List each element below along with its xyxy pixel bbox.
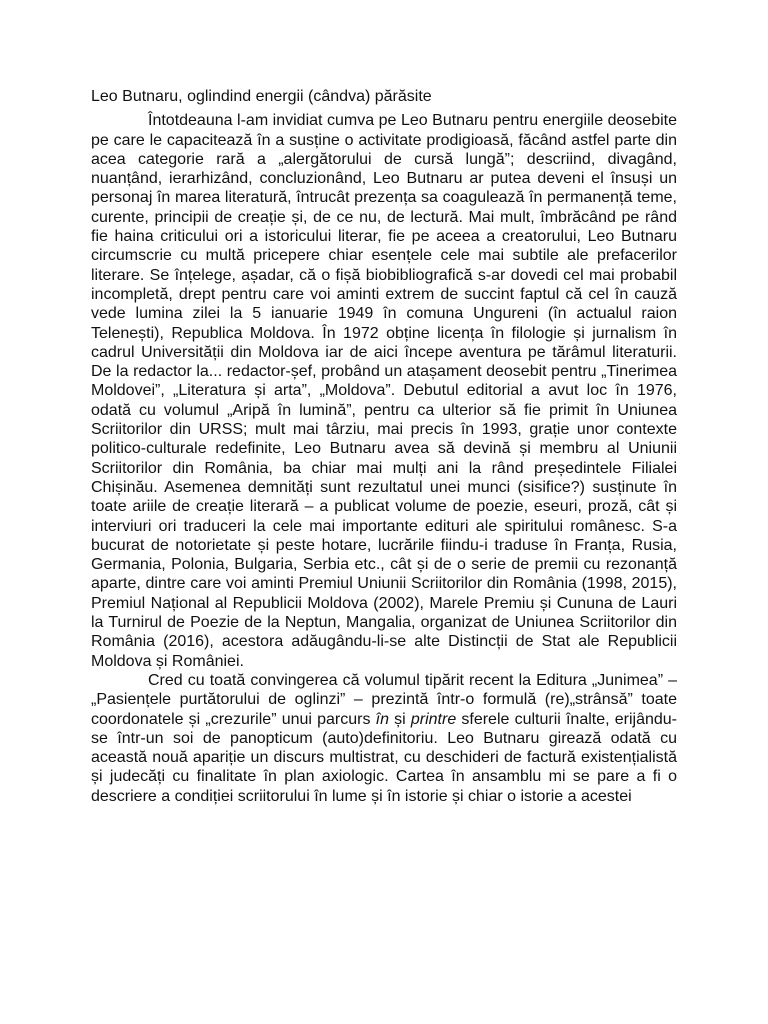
document-title: Leo Butnaru, oglindind energii (cândva) părăsite [91, 88, 432, 105]
paragraph-2 [91, 671, 677, 806]
paragraph-2-italic-in: în [375, 710, 389, 728]
paragraph-2-text: sferele culturii înalte, erijându-se într-un soi de panopticum (auto)definitoriu. Leo Butnaru girează odată cu această nouă apariție un discurs multistrat, cu deschideri de factură existențialistă și judecăți cu finalitate în plan axiologic. Cartea în ansamblu mi se pare a fi o descriere a condiției scriitorului în lume și în istorie și chiar o istorie a acestei [91, 710, 677, 805]
paragraph-2-text: și [388, 710, 411, 728]
paragraph-1: Întotdeauna l-am invidiat cumva pe Leo Butnaru pentru energiile deosebite pe care le capacitează în a susține o activitate prodigioasă, făcând astfel parte din acea categorie rară a „alergătorului de cursă lungă”; descriind, divagând, nuanțând, ierarhizând, concluzionând, Leo Butnaru ar putea deveni el însuși un personaj în marea literatură, întrucât prezența sa coagulează în permanență teme, curente, principii de creație și, de ce nu, de lectură. Mai mult, îmbrăcând pe rând fie haina criticului ori a istoricului literar, fie pe aceea a creatorului, Leo Butnaru circumscrie cu multă pricepere chiar esențele cele mai subtile ale prefacerilor literare. Se înțelege, așadar, că o fișă biobibliografică s-ar dovedi cel mai probabil incompletă, drept pentru care voi aminti extrem de succint faptul că cel în cauză vede lumina zilei la 5 ianuarie 1949 în comuna Ungureni (în actualul raion Telenești), Republica Moldova. În 1972 obține licența în filologie și jurnalism în cadrul Universității din Moldova iar de aici începe aventura pe tărâmul literaturii. De la redactor la... redactor-șef, probând un atașament deosebit pentru „Tinerimea Moldovei”, „Literatura și arta”, „Moldova”. Debutul editorial a avut loc în 1976, odată cu volumul „Aripă în lumină”, pentru ca ulterior să fie primit în Uniunea Scriitorilor din URSS; mult mai târziu, mai precis în 1993, grație unor contexte politico-culturale redefinite, Leo Butnaru avea să devină și membru al Uniunii Scriitorilor din România, ba chiar mai mulți ani la rând președintele Filialei Chișinău. Asemenea demnități sunt rezultatul unei munci (sisifice?) susținute în toate ariile de creație literară – a publicat volume de poezie, eseuri, proză, cât și interviuri ori traduceri la cele mai importante edituri ale spiritului românesc. S-a bucurat de notorietate și peste hotare, lucrările fiindu-i traduse în Franța, Rusia, Germania, Polonia, Bulgaria, Serbia etc., cât și de o serie de premii cu rezonanță aparte, dintre care voi aminti Premiul Uniunii Scriitorilor din România (1998, 2015), Premiul Național al Republicii Moldova (2002), Marele Premiu și Cununa de Lauri la Turnirul de Poezie de la Neptun, Mangalia, organizat de Uniunea Scriitorilor din România (2016), acestora adăugându-li-se alte Distincții de Stat ale Republicii Moldova și României. [91, 112, 677, 670]
document-page [91, 87, 677, 806]
paragraph-2-italic-printre: printre [410, 710, 457, 728]
paragraph-2-text: Cred cu toată convingerea că volumul tipărit recent la Editura „Junimea” – „Pasiențele purtătorului de oglinzi” – prezintă într-o formulă (re)„strânsă” toate coordonatele și „crezurile” unui parcurs [91, 671, 677, 728]
